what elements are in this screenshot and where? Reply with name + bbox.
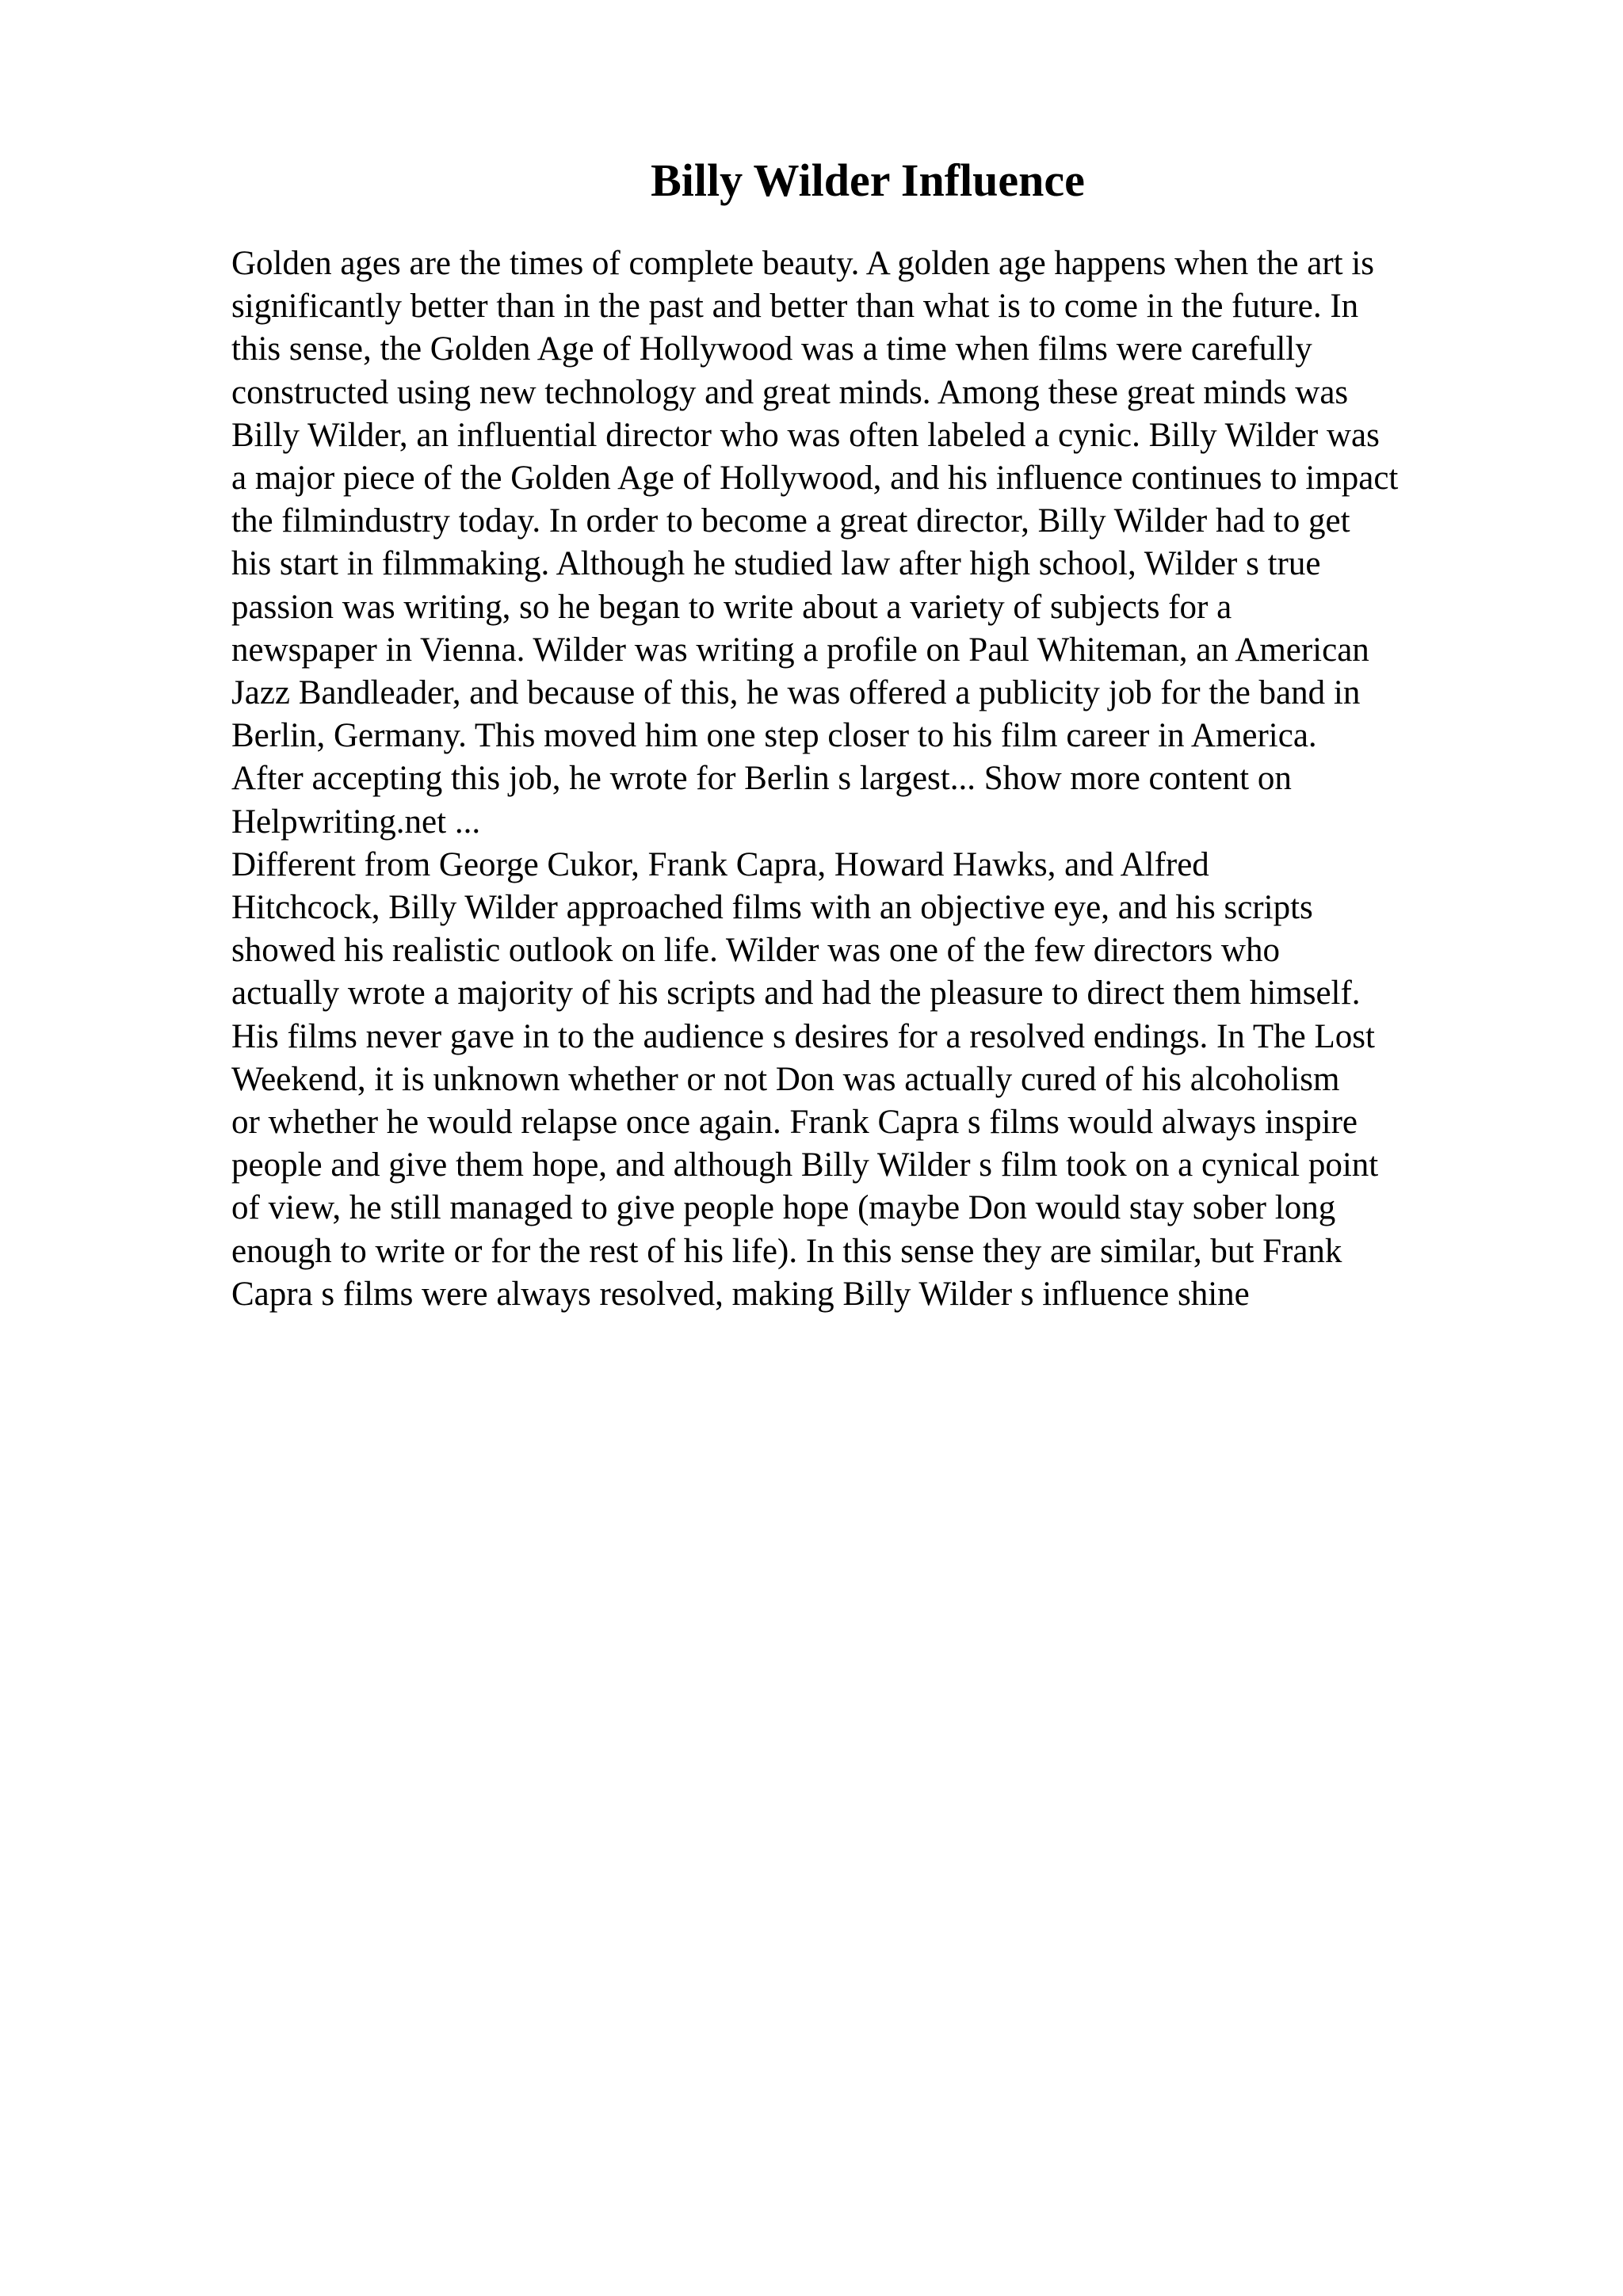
body-line: Berlin, Germany. This moved him one step closer to his film career in America. xyxy=(231,717,1317,755)
body-line: His films never gave in to the audience s desires for a resolved endings. In The Lost xyxy=(231,1017,1375,1055)
body-line: significantly better than in the past and better than what is to come in the future. In xyxy=(231,288,1359,326)
body-line: Weekend, it is unknown whether or not Don was actually cured of his alcoholism xyxy=(231,1060,1340,1098)
body-line: his start in filmmaking. Although he studied law after high school, Wilder s true xyxy=(231,545,1321,583)
body-line: Helpwriting.net ... xyxy=(231,803,481,841)
body-line: or whether he would relapse once again. Frank Capra s films would always inspire xyxy=(231,1104,1358,1142)
body-line: After accepting this job, he wrote for Berlin s largest... Show more content on xyxy=(231,760,1292,798)
body-line: actually wrote a majority of his scripts and had the pleasure to direct them himself. xyxy=(231,974,1361,1013)
body-line: passion was writing, so he began to write about a variety of subjects for a xyxy=(231,588,1232,626)
body-line: of view, he still managed to give people hope (maybe Don would stay sober long xyxy=(231,1189,1336,1227)
body-line: enough to write or for the rest of his life). In this sense they are similar, but Frank xyxy=(231,1232,1342,1270)
body-line: Billy Wilder, an influential director who was often labeled a cynic. Billy Wilder was xyxy=(231,416,1380,454)
body-line: newspaper in Vienna. Wilder was writing a profile on Paul Whiteman, an American xyxy=(231,631,1369,669)
document-title: Billy Wilder Influence xyxy=(651,154,1085,206)
body-line: Jazz Bandleader, and because of this, he was offered a publicity job for the band in xyxy=(231,674,1361,712)
body-line: Different from George Cukor, Frank Capra, Howard Hawks, and Alfred xyxy=(231,845,1209,883)
body-line: constructed using new technology and great minds. Among these great minds was xyxy=(231,373,1349,411)
body-line: Hitchcock, Billy Wilder approached films with an objective eye, and his scripts xyxy=(231,889,1313,927)
body-line: showed his realistic outlook on life. Wilder was one of the few directors who xyxy=(231,932,1280,970)
body-line: Capra s films were always resolved, making Billy Wilder s influence shine xyxy=(231,1275,1250,1313)
body-line: people and give them hope, and although Billy Wilder s film took on a cynical point xyxy=(231,1146,1379,1184)
body-line: the filmindustry today. In order to become a great director, Billy Wilder had to get xyxy=(231,502,1350,540)
body-line: a major piece of the Golden Age of Hollywood, and his influence continues to impact xyxy=(231,460,1399,498)
document-body xyxy=(231,242,1531,1316)
body-line: this sense, the Golden Age of Hollywood was a time when films were carefully xyxy=(231,330,1312,368)
body-line: Golden ages are the times of complete beauty. A golden age happens when the art is xyxy=(231,245,1375,282)
